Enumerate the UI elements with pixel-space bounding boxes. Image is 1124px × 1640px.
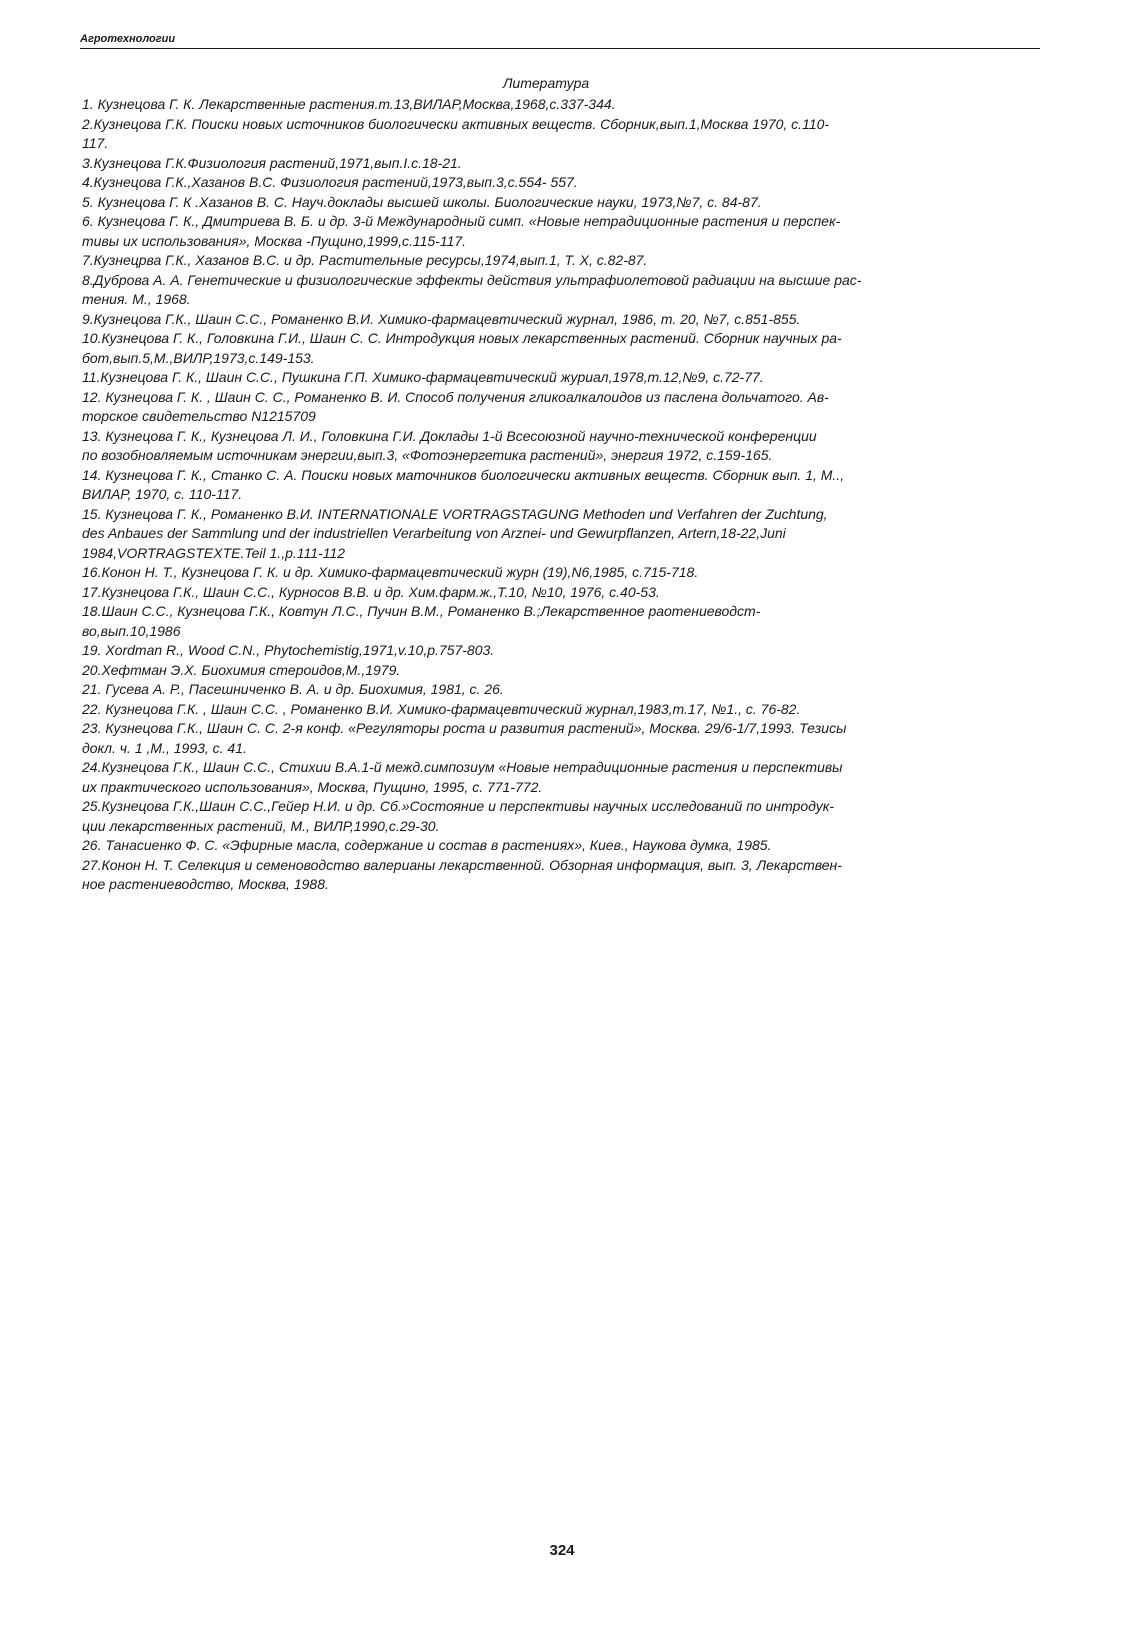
- reference-item: 7.Кузнецрва Г.К., Хазанов В.С. и др. Растительные ресурсы,1974,вып.1, Т. X, с.82-87.: [82, 252, 648, 268]
- references-title: Литература: [502, 75, 590, 91]
- reference-item: 23. Кузнецова Г.К., Шаин С. С. 2-я конф. «Регуляторы роста и развития растений», Москва. 29/6-1/7,1993. Тезисы докл. ч. 1 ,М., 1993, с. 41.: [82, 720, 847, 756]
- reference-item: 6. Кузнецова Г. К., Дмитриева В. Б. и др. 3-й Международный симп. «Новые нетрадиционные растения и перспек- тивы их использования», Москва -Пущино,1999,с.115-117.: [82, 213, 841, 249]
- reference-item: 13. Кузнецова Г. К., Кузнецова Л. И., Головкина Г.И. Доклады 1-й Всесоюзной научно-технической конференции по возобновляемым источникам энергии,вып.3, «Фотоэнергетика растений», энергия 1972, с.159-165.: [82, 427, 817, 463]
- reference-item: 1. Кузнецова Г. К. Лекарственные растения.т.13,ВИЛАР,Москва,1968,с.337-344.: [82, 96, 616, 112]
- references-section: [82, 74, 1040, 895]
- reference-item: 25.Кузнецова Г.К.,Шаин С.С.,Гейер Н.И. и др. Сб.»Состояние и перспективы научных исследований по интродук- ции лекарственных растений, М., ВИЛР,1990,с.29-30.: [82, 798, 835, 834]
- reference-item: 4.Кузнецова Г.К.,Хазанов В.С. Физиология растений,1973,вып.3,с.554- 557.: [82, 174, 578, 190]
- reference-item: 11.Кузнецова Г. К., Шаин С.С., Пушкина Г.П. Химико-фармацевтический журиал,1978,т.12,№9, с.72-77.: [82, 369, 764, 385]
- reference-item: 10.Кузнецова Г. К., Головкина Г.И., Шаин С. С. Интродукция новых лекарственных растений. Сборник научных ра- бот,вып.5,М.,ВИЛР,1973,с.149-153.: [82, 330, 842, 366]
- reference-item: 20.Хефтман Э.Х. Биохимия стероидов,М.,1979.: [82, 661, 401, 678]
- header-rule: [80, 48, 1040, 49]
- reference-list: [82, 95, 1040, 895]
- reference-item: 18.Шаин С.С., Кузнецова Г.К., Ковтун Л.С., Пучин В.М., Романенко В.;Лекарственное раотениеводст- во,вып.10,1986: [82, 603, 761, 639]
- reference-item: 16.Конон Н. Т., Кузнецова Г. К. и др. Химико-фармацевтический журн (19),N6,1985, с.715-718.: [82, 564, 699, 580]
- reference-item: 9.Кузнецова Г.К., Шаин С.С., Романенко В.И. Химико-фармацевтический журнал, 1986, т. 20, №7, с.851-855.: [82, 310, 801, 327]
- reference-item: 19. Xordman R., Wood C.N., Phytochemistig,1971,v.10,p.757-803.: [82, 642, 495, 658]
- reference-item: 8.Дуброва А. А. Генетические и физиологические эффекты действия ультрафиолетовой радиации на высшие рас- тения. М., 1968.: [82, 271, 862, 307]
- running-head: [80, 32, 1040, 48]
- reference-item: 14. Кузнецова Г. К., Станко С. А. Поиски новых маточников биологически активных веществ. Сборник вып. 1, М.., ВИЛАР, 1970, с. 110-117.: [82, 466, 845, 502]
- reference-item: 15. Кузнецова Г. К., Романенко В.И. INTERNATIONALE VORTRAGSTAGUNG Methoden und Verfahren der Zuchtung, des Anbaues der Sammlung und der industriellen Verarbeitung von Arznei- und Gewurpflanzen, Artern,18-22,Juni 1984,VORTRAGSTEXTE.Teil 1.,p.111-112: [82, 505, 828, 561]
- page-number: 324: [549, 1542, 575, 1559]
- reference-item: 12. Кузнецова Г. К. , Шаин С. С., Романенко В. И. Способ получения гликоалкалоидов из паслена дольчатого. Ав- торское свидетельство N1215709: [82, 388, 829, 424]
- running-head-title: Агротехнологии: [80, 33, 176, 45]
- reference-item: 24.Кузнецова Г.К., Шаин С.С., Стихии В.А.1-й межд.симпозиум «Новые нетрадиционные растения и перспективы их практического использования», Москва, Пущино, 1995, с. 771-772.: [82, 759, 843, 795]
- reference-item: 21. Гусева А. Р., Пасешниченко В. А. и др. Биохимия, 1981, с. 26.: [82, 681, 504, 697]
- reference-item: 22. Кузнецова Г.К. , Шаин С.С. , Романенко В.И. Химико-фармацевтический журнал,1983,т.17, №1., с. 76-82.: [82, 700, 801, 717]
- reference-item: 17.Кузнецова Г.К., Шаин С.С., Курносов В.В. и др. Хим.фарм.ж.,Т.10, №10, 1976, с.40-53.: [82, 583, 660, 600]
- reference-item: 26. Танасиенко Ф. С. «Эфирные масла, содержание и состав в растениях», Киев., Наукова думка, 1985.: [82, 837, 772, 853]
- reference-item: 3.Кузнецова Г.К.Физиология растений,1971,вып.I.c.18-21.: [82, 154, 462, 171]
- reference-item: 27.Конон Н. Т. Селекция и семеноводство валерианы лекарственной. Обзорная информация, вып. 3, Лекарствен- ное растениеводство, Москва, 1988.: [82, 856, 842, 892]
- reference-item: 5. Кузнецова Г. К .Хазанов В. С. Науч.доклады высшей школы. Биологические науки, 1973,№7, с. 84-87.: [82, 193, 762, 210]
- reference-item: 2.Кузнецова Г.К. Поиски новых источников биологически активных веществ. Сборник,вып.1,Москва 1970, с.110- 117.: [82, 115, 830, 151]
